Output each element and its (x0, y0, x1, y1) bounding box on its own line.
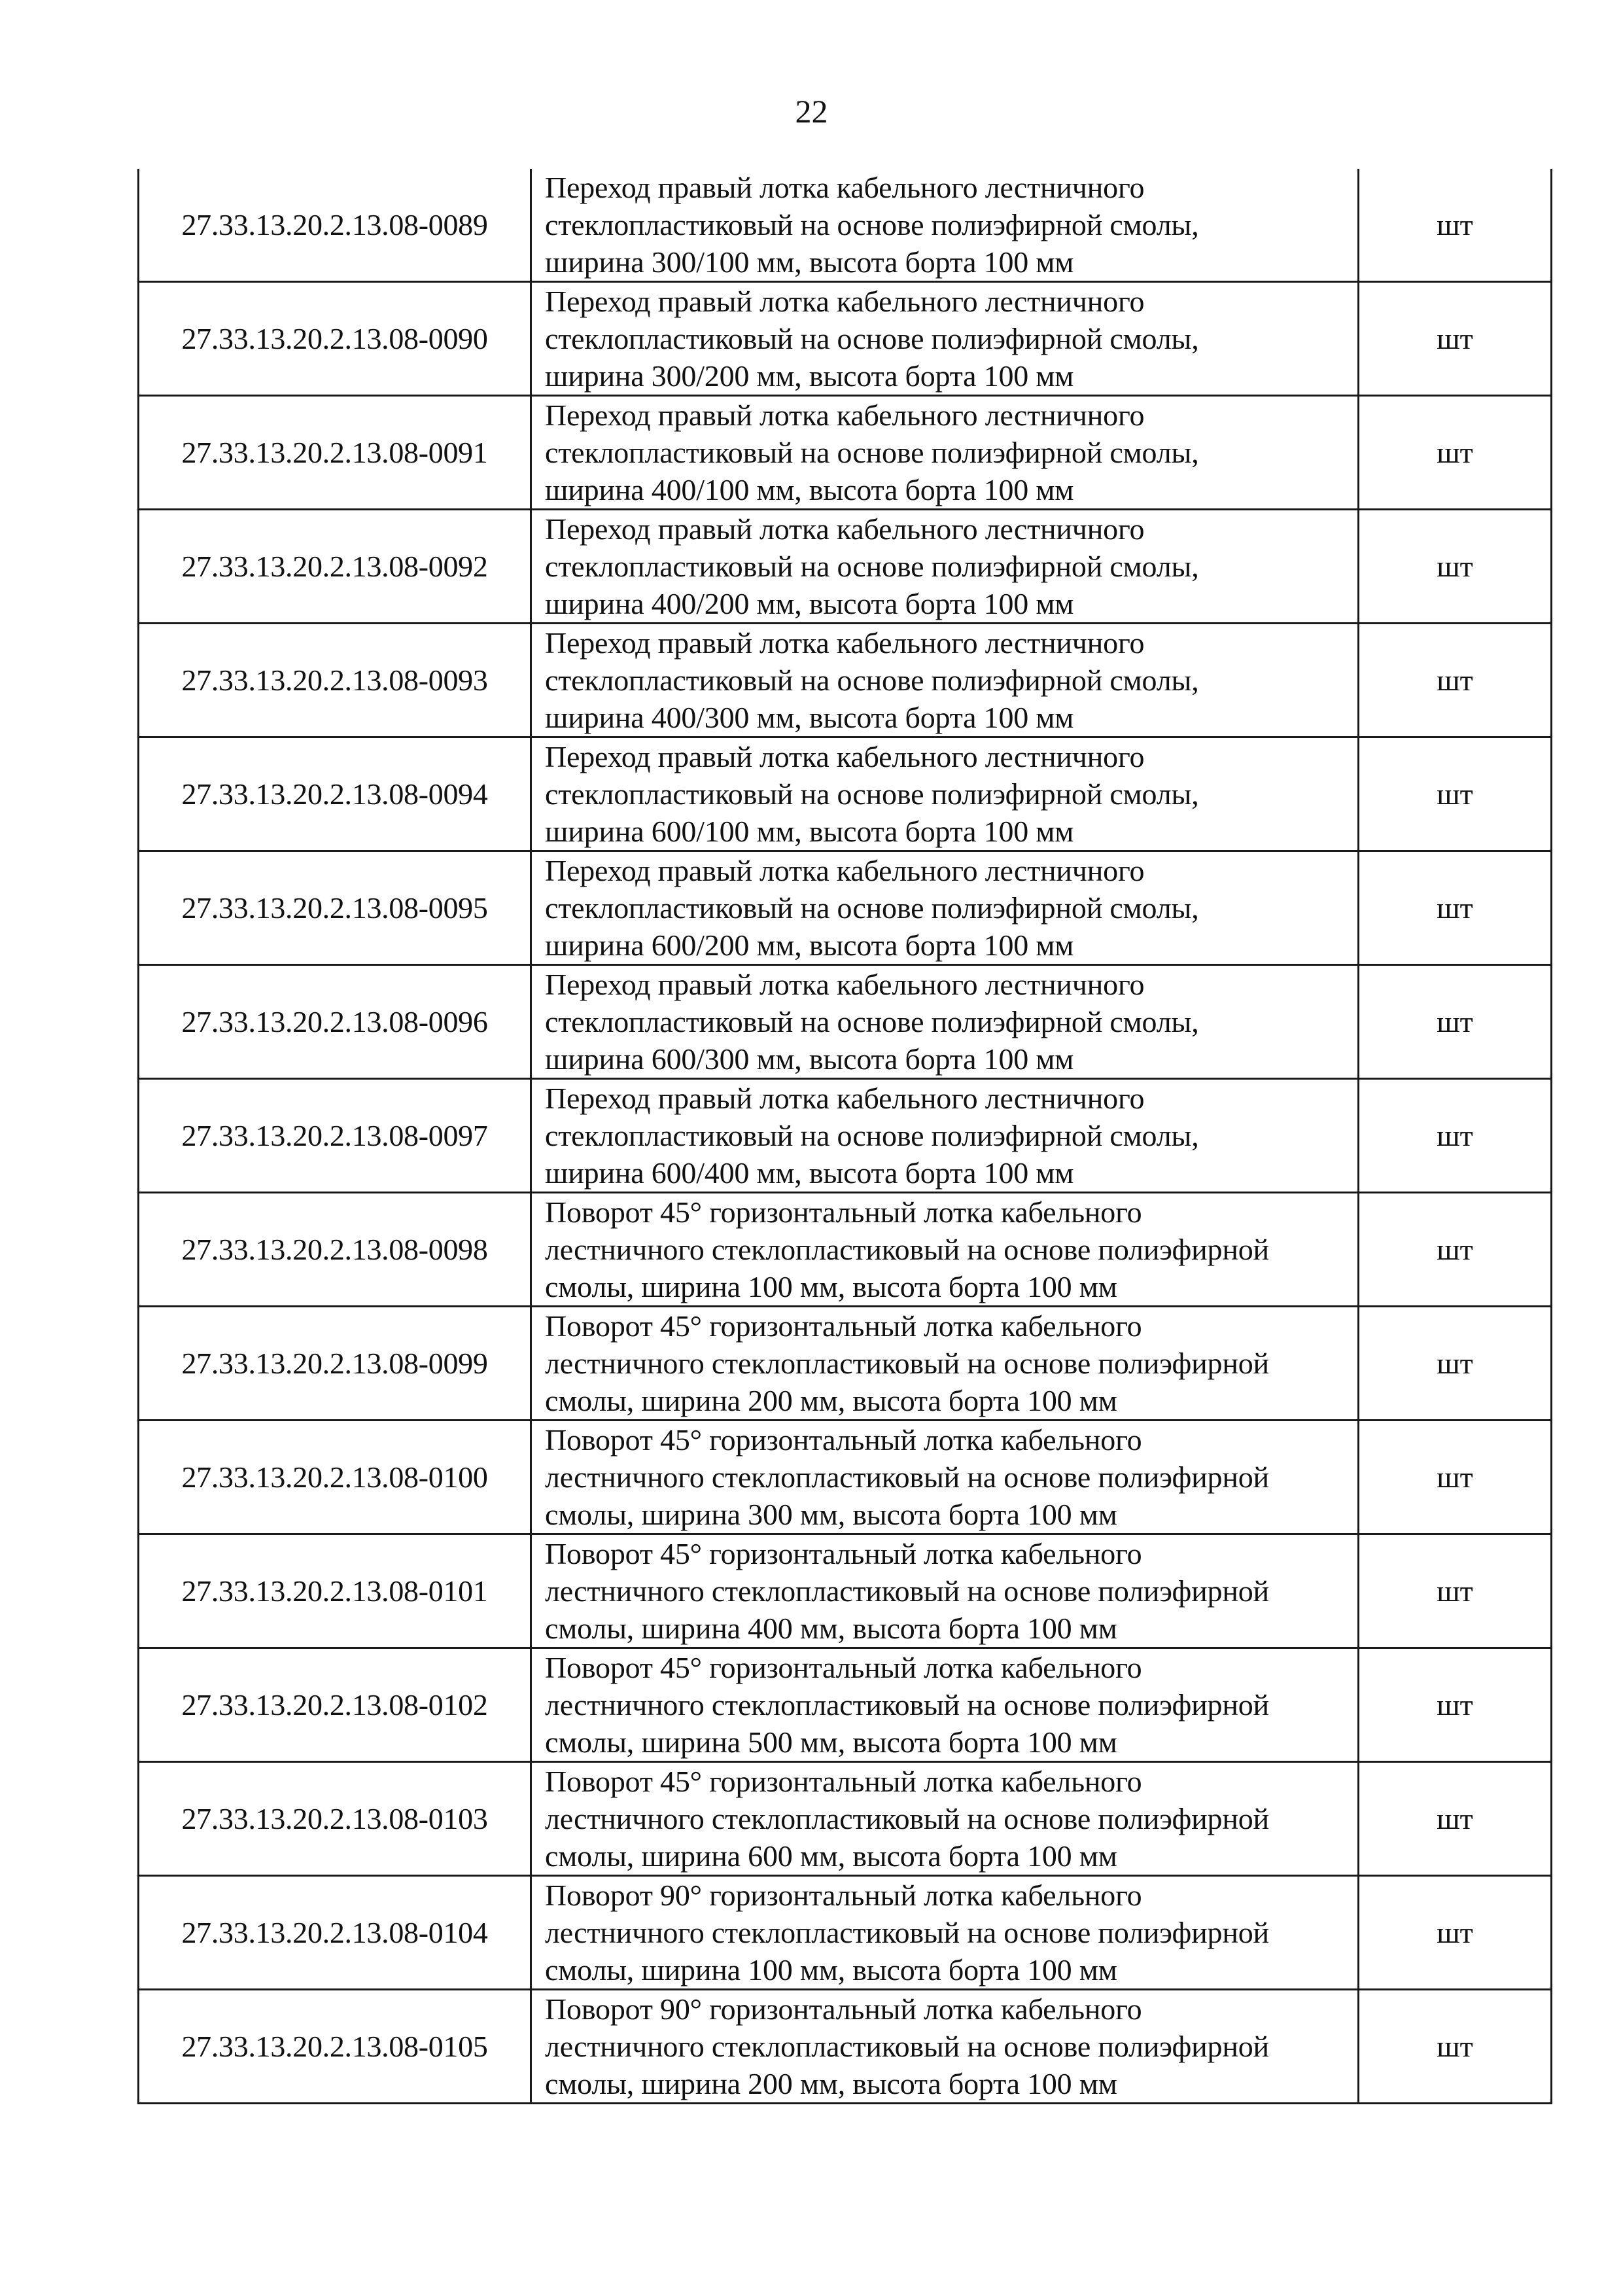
resource-code: 27.33.13.20.2.13.08-0098 (139, 1193, 531, 1307)
table-row (139, 169, 1552, 282)
table-row (139, 282, 1552, 396)
table-row (139, 1421, 1552, 1534)
unit-of-measure: шт (1359, 1648, 1552, 1762)
table-row (139, 851, 1552, 965)
resource-code: 27.33.13.20.2.13.08-0104 (139, 1876, 531, 1990)
table-row (139, 737, 1552, 851)
resource-name: Переход правый лотка кабельного лестничного стеклопластиковый на основе полиэфирной смолы, ширина 600/300 мм, высота борта 100 мм (531, 965, 1359, 1079)
resource-code: 27.33.13.20.2.13.08-0089 (139, 169, 531, 282)
resource-name: Поворот 45° горизонтальный лотка кабельного лестничного стеклопластиковый на основе полиэфирной смолы, ширина 100 мм, высота борта 100 мм (531, 1193, 1359, 1307)
table-body (139, 169, 1552, 2104)
resource-name: Поворот 90° горизонтальный лотка кабельного лестничного стеклопластиковый на основе полиэфирной смолы, ширина 200 мм, высота борта 100 мм (531, 1990, 1359, 2104)
table-row (139, 396, 1552, 510)
table-row (139, 510, 1552, 624)
resource-code: 27.33.13.20.2.13.08-0095 (139, 851, 531, 965)
resource-code: 27.33.13.20.2.13.08-0101 (139, 1534, 531, 1648)
table-row (139, 1079, 1552, 1193)
resource-code: 27.33.13.20.2.13.08-0096 (139, 965, 531, 1079)
unit-of-measure: шт (1359, 624, 1552, 737)
resource-code: 27.33.13.20.2.13.08-0099 (139, 1307, 531, 1421)
resource-code: 27.33.13.20.2.13.08-0090 (139, 282, 531, 396)
page-number: 22 (795, 93, 828, 130)
resource-code: 27.33.13.20.2.13.08-0094 (139, 737, 531, 851)
resource-name: Поворот 90° горизонтальный лотка кабельного лестничного стеклопластиковый на основе полиэфирной смолы, ширина 100 мм, высота борта 100 мм (531, 1876, 1359, 1990)
resource-name: Переход правый лотка кабельного лестничного стеклопластиковый на основе полиэфирной смолы, ширина 600/200 мм, высота борта 100 мм (531, 851, 1359, 965)
unit-of-measure: шт (1359, 1762, 1552, 1876)
resource-name: Поворот 45° горизонтальный лотка кабельного лестничного стеклопластиковый на основе полиэфирной смолы, ширина 400 мм, высота борта 100 мм (531, 1534, 1359, 1648)
resource-code: 27.33.13.20.2.13.08-0097 (139, 1079, 531, 1193)
table-row (139, 624, 1552, 737)
unit-of-measure: шт (1359, 510, 1552, 624)
table-row (139, 1648, 1552, 1762)
table-row (139, 1876, 1552, 1990)
unit-of-measure: шт (1359, 737, 1552, 851)
table-row (139, 1307, 1552, 1421)
unit-of-measure: шт (1359, 1193, 1552, 1307)
resource-code: 27.33.13.20.2.13.08-0102 (139, 1648, 531, 1762)
unit-of-measure: шт (1359, 1307, 1552, 1421)
unit-of-measure: шт (1359, 169, 1552, 282)
resource-name: Переход правый лотка кабельного лестничного стеклопластиковый на основе полиэфирной смолы, ширина 300/100 мм, высота борта 100 мм (531, 169, 1359, 282)
unit-of-measure: шт (1359, 396, 1552, 510)
resource-name: Переход правый лотка кабельного лестничного стеклопластиковый на основе полиэфирной смолы, ширина 600/100 мм, высота борта 100 мм (531, 737, 1359, 851)
unit-of-measure: шт (1359, 851, 1552, 965)
unit-of-measure: шт (1359, 282, 1552, 396)
table-row (139, 1534, 1552, 1648)
resource-code: 27.33.13.20.2.13.08-0091 (139, 396, 531, 510)
table-row (139, 1193, 1552, 1307)
resource-code: 27.33.13.20.2.13.08-0093 (139, 624, 531, 737)
resource-name: Поворот 45° горизонтальный лотка кабельного лестничного стеклопластиковый на основе полиэфирной смолы, ширина 500 мм, высота борта 100 мм (531, 1648, 1359, 1762)
resource-name: Переход правый лотка кабельного лестничного стеклопластиковый на основе полиэфирной смолы, ширина 600/400 мм, высота борта 100 мм (531, 1079, 1359, 1193)
unit-of-measure: шт (1359, 1876, 1552, 1990)
resource-code: 27.33.13.20.2.13.08-0103 (139, 1762, 531, 1876)
resource-name: Поворот 45° горизонтальный лотка кабельного лестничного стеклопластиковый на основе полиэфирной смолы, ширина 200 мм, высота борта 100 мм (531, 1307, 1359, 1421)
unit-of-measure: шт (1359, 1079, 1552, 1193)
resource-name: Поворот 45° горизонтальный лотка кабельного лестничного стеклопластиковый на основе полиэфирной смолы, ширина 300 мм, высота борта 100 мм (531, 1421, 1359, 1534)
resource-name: Переход правый лотка кабельного лестничного стеклопластиковый на основе полиэфирной смолы, ширина 300/200 мм, высота борта 100 мм (531, 282, 1359, 396)
table-row (139, 965, 1552, 1079)
unit-of-measure: шт (1359, 1421, 1552, 1534)
unit-of-measure: шт (1359, 965, 1552, 1079)
table-row (139, 1762, 1552, 1876)
resource-code: 27.33.13.20.2.13.08-0100 (139, 1421, 531, 1534)
resource-name: Переход правый лотка кабельного лестничного стеклопластиковый на основе полиэфирной смолы, ширина 400/200 мм, высота борта 100 мм (531, 510, 1359, 624)
resource-name: Переход правый лотка кабельного лестничного стеклопластиковый на основе полиэфирной смолы, ширина 400/300 мм, высота борта 100 мм (531, 624, 1359, 737)
resource-code: 27.33.13.20.2.13.08-0105 (139, 1990, 531, 2104)
unit-of-measure: шт (1359, 1990, 1552, 2104)
resource-code: 27.33.13.20.2.13.08-0092 (139, 510, 531, 624)
resource-name: Поворот 45° горизонтальный лотка кабельного лестничного стеклопластиковый на основе полиэфирной смолы, ширина 600 мм, высота борта 100 мм (531, 1762, 1359, 1876)
resource-table (137, 169, 1552, 2104)
unit-of-measure: шт (1359, 1534, 1552, 1648)
resource-name: Переход правый лотка кабельного лестничного стеклопластиковый на основе полиэфирной смолы, ширина 400/100 мм, высота борта 100 мм (531, 396, 1359, 510)
table-row (139, 1990, 1552, 2104)
